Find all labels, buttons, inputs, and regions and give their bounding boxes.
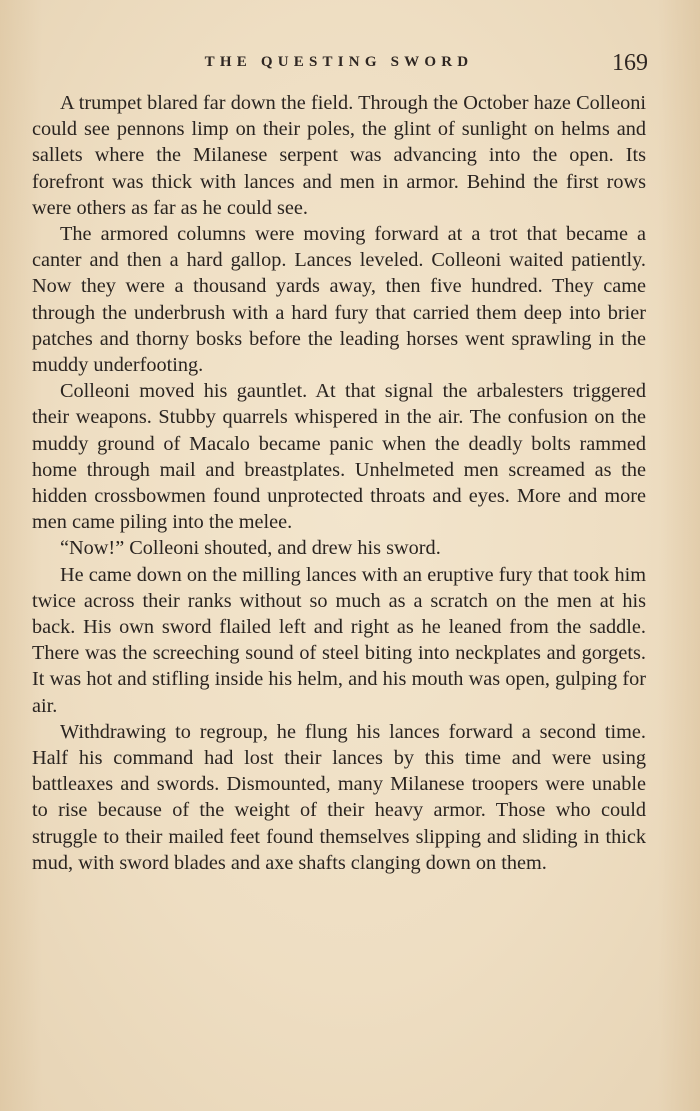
page-number: 169: [612, 50, 648, 76]
paragraph: The armored columns were moving forward at a trot that became a canter and then a hard gallop. Lances leveled. Colleoni waited patiently. Now they were a thousand yards away, then five hundred. They came through the underbrush with a hard fury that carried them deep into brier patches and thorny bosks before the leading horses went sprawling in the muddy underfooting.: [32, 223, 646, 377]
paragraph: Withdrawing to regroup, he flung his lances forward a second time. Half his command had lost their lances by this time and were using battleaxes and swords. Dismounted, many Milanese troopers were unable to rise because of the weight of their heavy armor. Those who could struggle to their mailed feet found themselves slipping and sliding in thick mud, with sword blades and axe shafts clanging down on them.: [32, 720, 646, 874]
paragraph: He came down on the milling lances with an eruptive fury that took him twice across their ranks without so much as a scratch on the men at his back. His own sword flailed left and right as he leaned from the saddle. There was the screeching sound of steel biting into neckplates and gorgets. It was hot and stifling inside his helm, and his mouth was open, gulping for air.: [32, 563, 646, 717]
running-title: THE QUESTING SWORD: [204, 54, 474, 70]
running-head: [30, 50, 648, 80]
paragraph: “Now!” Colleoni shouted, and drew his sword.: [60, 537, 441, 560]
paragraph: Colleoni moved his gauntlet. At that signal the arbalesters triggered their weapons. Stubby quarrels whispered in the air. The confusion on the muddy ground of Macalo became panic when the deadly bolts rammed home through mail and breastplates. Unhelmeted men screamed as the hidden crossbowmen found unprotected throats and eyes. More and more men came piling into the melee.: [32, 380, 646, 534]
paragraph: A trumpet blared far down the field. Through the October haze Colleoni could see pennons limp on their poles, the glint of sunlight on helms and sallets where the Milanese serpent was advancing into the open. Its forefront was thick with lances and men in armor. Behind the first rows were others as far as he could see.: [32, 92, 646, 219]
body-text: [32, 90, 646, 876]
